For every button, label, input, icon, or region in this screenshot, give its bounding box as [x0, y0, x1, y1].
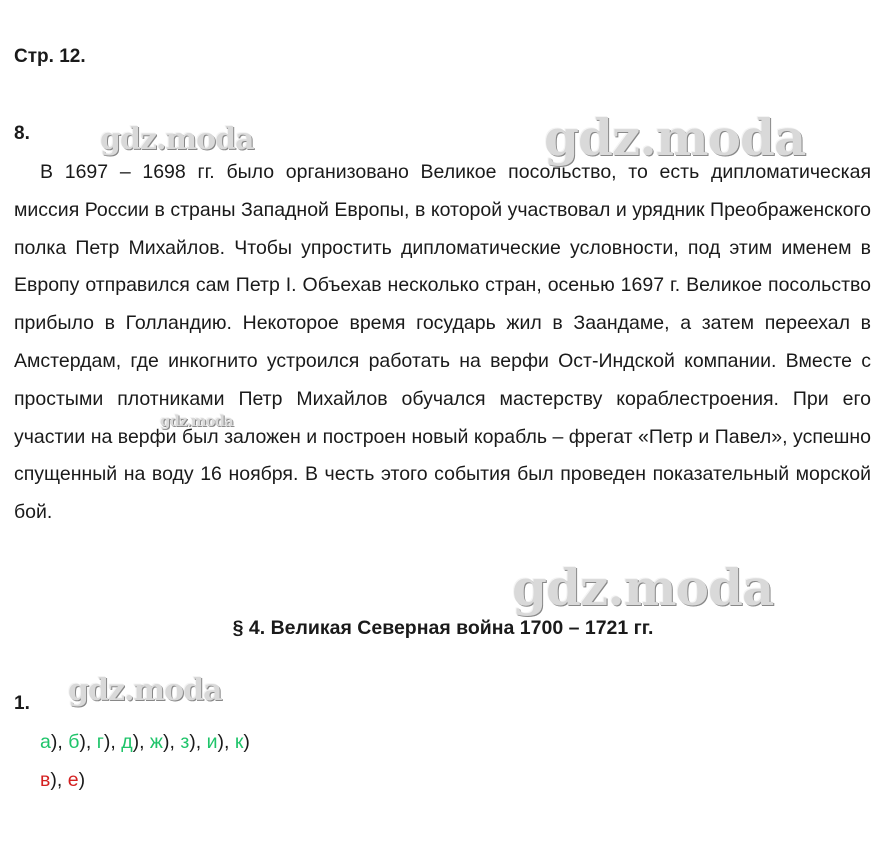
watermark-logo: gdz.moda	[100, 122, 254, 157]
answer-letter: к	[234, 731, 244, 753]
answer-letter: в	[40, 769, 51, 791]
answer-separator: ),	[132, 731, 150, 753]
answer-letter: е	[67, 769, 79, 791]
answer-letter: б	[68, 731, 80, 753]
task-1-number: 1.	[14, 693, 30, 714]
watermark-logo: gdz.moda	[160, 412, 233, 430]
answer-letter: г	[96, 731, 104, 753]
answer-separator: ),	[79, 731, 97, 753]
answer-letter: ж	[149, 731, 163, 753]
answer-line-incorrect	[40, 768, 85, 792]
answer-separator: ),	[217, 731, 235, 753]
answer-separator: )	[243, 731, 250, 753]
answer-letter: и	[206, 731, 218, 753]
watermark-logo: gdz.moda	[68, 673, 222, 708]
section-heading: § 4. Великая Северная война 1700 – 1721 гг.	[232, 617, 654, 639]
watermark-logo: gdz.moda	[544, 108, 806, 167]
answer-separator: ),	[50, 731, 69, 753]
answer-separator: ),	[103, 731, 122, 753]
answer-letter: а	[40, 731, 51, 753]
answer-separator: ),	[162, 731, 181, 753]
task-8-number: 8.	[14, 123, 30, 144]
answer-letter: д	[121, 731, 133, 753]
task-8-text: В 1697 – 1698 гг. было организовано Великое посольство, то есть дипломатическая миссия России в страны Западной Европы, в которой участвовал и урядник Преображенского полка Петр Михайлов. Чтобы упростить дипломатические условности, под этим именем в Европу отправился сам Петр I. Объехав несколько стран, осенью 1697 г. Великое посольство прибыло в Голландию. Некоторое время государь жил в Заандаме, а затем переехал в Амстердам, где инкогнито устроился работать на верфи Ост-Индской компании. Вместе с простыми плотниками Петр Михайлов обучался мастерству кораблестроения. При его участии на верфи был заложен и построен новый корабль – фрегат «Петр и Павел», успешно спущенный на воду 16 ноября. В честь этого события был проведен показательный морской бой.	[14, 161, 871, 524]
answer-separator: ),	[189, 731, 207, 753]
answer-letter: з	[180, 731, 190, 753]
page-label: Стр. 12.	[14, 46, 86, 67]
answer-separator: )	[78, 769, 86, 791]
answer-separator: ),	[50, 769, 68, 791]
watermark-logo: gdz.moda	[512, 558, 774, 617]
answer-line-correct	[40, 730, 250, 754]
